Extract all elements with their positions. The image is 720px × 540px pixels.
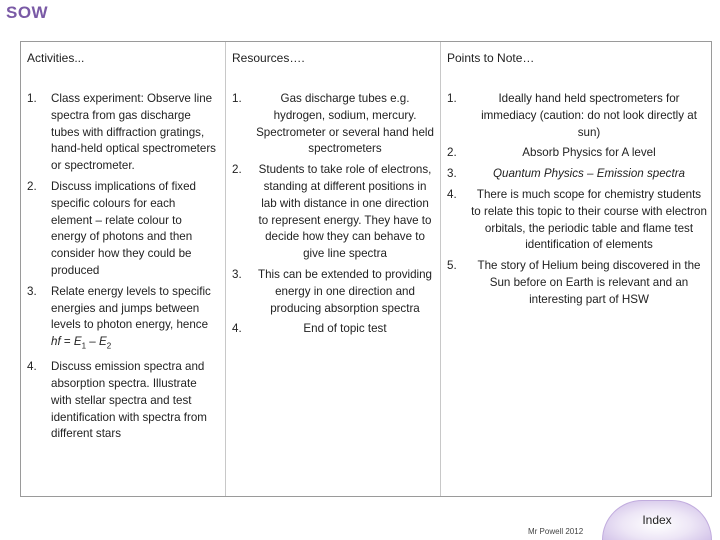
item-text: There is much scope for chemistry students to relate this topic to their course with electron orbitals, the periodic table and flame test identification of elements bbox=[471, 187, 707, 252]
list-item bbox=[21, 91, 217, 175]
item-text: Absorb Physics for A level bbox=[522, 146, 656, 160]
formula-e1: E bbox=[73, 335, 82, 349]
item-number: 1. bbox=[232, 92, 242, 105]
item-number: 2. bbox=[232, 163, 242, 177]
item-text: Quantum Physics – Emission spectra bbox=[492, 167, 686, 181]
item-text: Class experiment: Observe line spectra from gas discharge tubes with diffraction gratings, hand-held optical spectrometers or spectrometer. bbox=[51, 92, 216, 173]
sow-table bbox=[20, 41, 712, 497]
item-text: Discuss implications of fixed specific colours for each element – relate colour to energy of photons and then consider how they could be produced bbox=[51, 179, 196, 277]
list-item bbox=[226, 267, 434, 317]
list-item bbox=[21, 284, 217, 356]
list-item bbox=[441, 187, 707, 254]
item-number: 4. bbox=[27, 360, 37, 374]
list-item bbox=[441, 258, 707, 308]
activities-column bbox=[21, 42, 225, 496]
item-text: Discuss emission spectra and absorption spectra. Illustrate with stellar spectra and test identification with spectra from different stars bbox=[51, 360, 207, 441]
item-number: 2. bbox=[27, 179, 37, 193]
item-number: 2. bbox=[447, 146, 457, 160]
list-item bbox=[226, 321, 434, 338]
item-number: 4. bbox=[447, 187, 457, 201]
list-item bbox=[441, 91, 707, 141]
index-button[interactable] bbox=[602, 500, 712, 540]
formula-sub2: 2 bbox=[106, 341, 112, 351]
slide-title: SOW bbox=[6, 3, 49, 22]
item-text bbox=[51, 284, 217, 356]
item-text: End of topic test bbox=[303, 322, 387, 336]
item-number: 3. bbox=[447, 167, 457, 181]
points-list bbox=[441, 91, 707, 309]
formula-minus: – bbox=[86, 335, 99, 349]
points-column bbox=[440, 42, 711, 496]
item-text: The story of Helium being discovered in the Sun before on Earth is relevant and an interesting part of HSW bbox=[477, 259, 701, 306]
author-footer: Mr Powell 2012 bbox=[528, 527, 584, 536]
item-text: Gas discharge tubes e.g. hydrogen, sodium, mercury. Spectrometer or several hand held spectrometers bbox=[256, 92, 434, 156]
activities-list bbox=[21, 91, 217, 443]
item-number: 1. bbox=[447, 92, 457, 105]
points-header: Points to Note… bbox=[447, 51, 535, 65]
formula-sub1: 1 bbox=[81, 341, 87, 351]
item-number: 3. bbox=[27, 284, 37, 298]
resources-list bbox=[226, 91, 434, 338]
formula-e2: E bbox=[98, 335, 107, 349]
list-item bbox=[226, 91, 434, 158]
list-item bbox=[441, 166, 707, 183]
list-item bbox=[226, 162, 434, 263]
item-text: Ideally hand held spectrometers for immediacy (caution: do not look directly at sun) bbox=[481, 92, 697, 139]
index-button-label: Index bbox=[642, 513, 672, 527]
resources-header: Resources…. bbox=[232, 51, 305, 65]
item-number: 5. bbox=[447, 259, 457, 273]
item-text: This can be extended to providing energy in one direction and producing absorption spectra bbox=[257, 267, 433, 315]
item-number: 3. bbox=[232, 267, 242, 281]
list-item bbox=[21, 359, 217, 443]
formula-hf: hf bbox=[51, 335, 61, 349]
list-item bbox=[441, 145, 707, 162]
item-text: Students to take role of electrons, standing at different positions in lab with distance in one direction to represent energy. They have to decide how they can behave to give line spectra bbox=[258, 163, 432, 261]
item-number: 1. bbox=[27, 92, 37, 105]
activities-header: Activities... bbox=[27, 51, 85, 65]
item-text-part: Relate energy levels to specific energies and jumps between levels to photon energy, hence bbox=[51, 284, 211, 332]
item-number: 4. bbox=[232, 322, 242, 336]
list-item bbox=[21, 179, 217, 280]
formula-equals: = bbox=[60, 335, 74, 349]
resources-column bbox=[225, 42, 440, 496]
